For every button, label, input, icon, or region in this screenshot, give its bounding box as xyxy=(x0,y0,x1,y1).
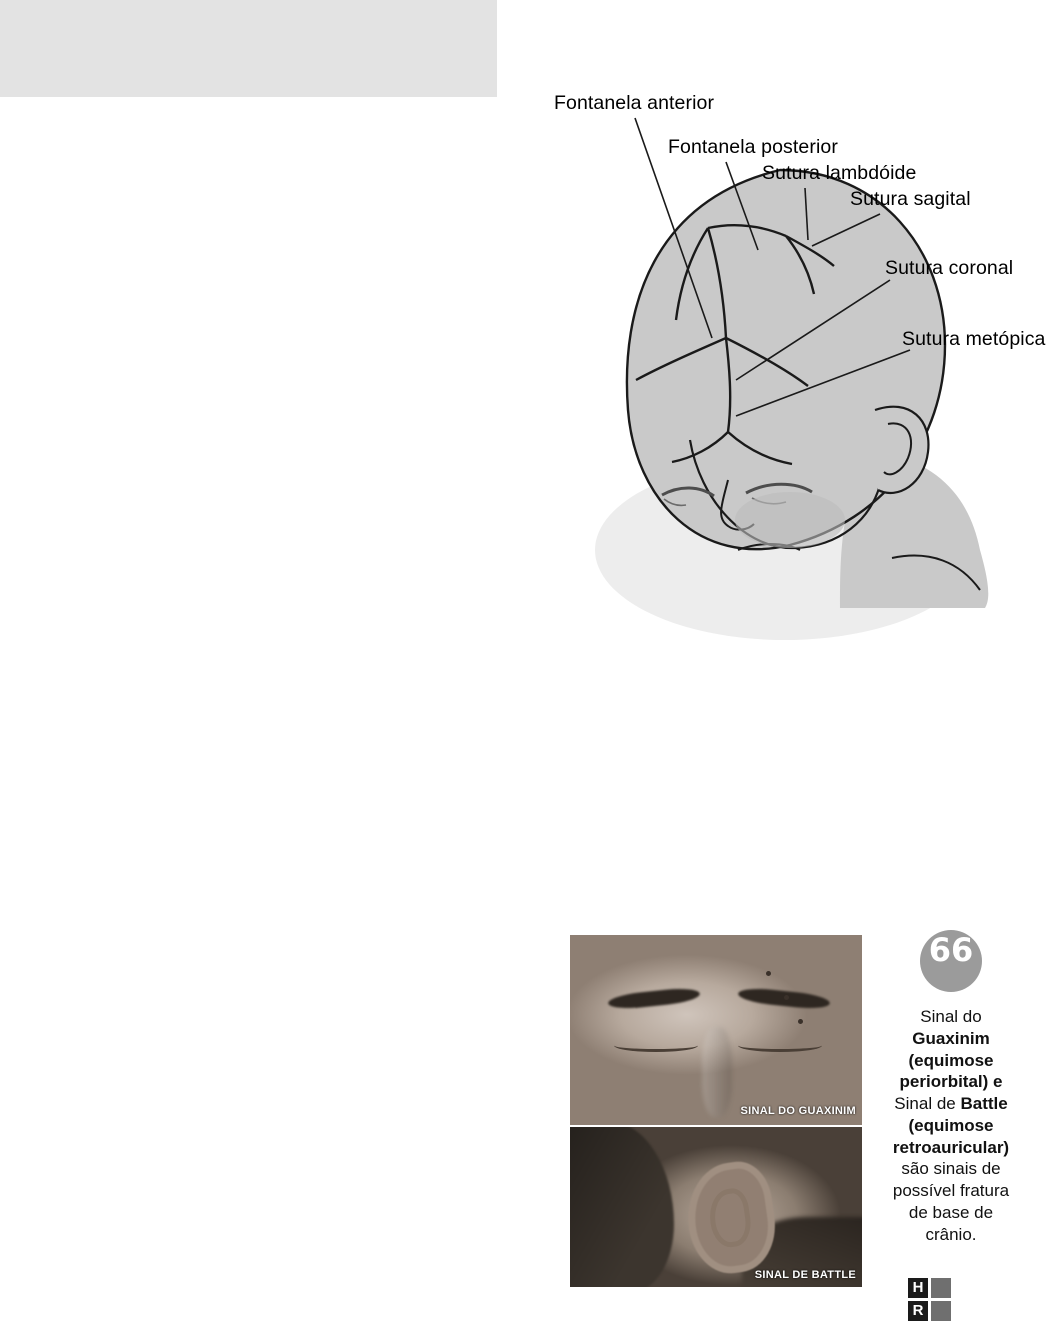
nose-shading xyxy=(702,1027,732,1117)
note-line-4: periorbital) e xyxy=(899,1072,1003,1092)
eye-right-closed xyxy=(738,1039,822,1052)
note-line-10: de base de xyxy=(908,1202,994,1222)
eyebrow-left xyxy=(607,986,700,1011)
note-line-1: Sinal do xyxy=(920,1007,982,1026)
caption-battle: SINAL DE BATTLE xyxy=(754,1269,856,1281)
note-line-3: (equimose xyxy=(908,1050,994,1070)
quote-glyph: 66 xyxy=(928,931,974,969)
publisher-logo xyxy=(908,1278,952,1322)
note-text xyxy=(872,1006,1030,1245)
header-grey-band xyxy=(0,0,497,97)
logo-letter-r: R xyxy=(908,1301,928,1321)
note-line-9: possível fratura xyxy=(892,1181,1010,1200)
logo-letter-h: H xyxy=(908,1278,928,1298)
label-fontanela-posterior: Fontanela posterior xyxy=(668,136,838,158)
label-sutura-metopica: Sutura metópica xyxy=(902,328,1046,350)
skin-mark xyxy=(766,971,771,976)
infant-skull-figure xyxy=(540,80,1050,640)
note-line-6: (equimose xyxy=(908,1115,994,1135)
note-line-2: Guaxinim xyxy=(912,1028,990,1048)
label-sutura-sagital: Sutura sagital xyxy=(850,188,971,210)
note-line-8: são sinais de xyxy=(901,1159,1001,1179)
skin-mark xyxy=(798,1019,803,1024)
photo-sinal-de-battle xyxy=(570,1127,862,1287)
note-line-5: Sinal de xyxy=(894,1094,961,1113)
side-note xyxy=(872,930,1030,1245)
clinical-photos xyxy=(570,935,862,1287)
label-fontanela-anterior: Fontanela anterior xyxy=(554,92,715,114)
skin-mark xyxy=(784,995,789,1000)
photo-sinal-do-guaxinim xyxy=(570,935,862,1125)
label-sutura-coronal: Sutura coronal xyxy=(885,257,1014,279)
label-sutura-lambdoide: Sutura lambdóide xyxy=(762,162,917,184)
note-line-7: retroauricular) xyxy=(892,1137,1010,1157)
logo-block-top-right xyxy=(931,1278,951,1298)
quote-icon xyxy=(920,930,982,992)
note-line-5b: Battle xyxy=(960,1094,1008,1113)
caption-guaxinim: SINAL DO GUAXINIM xyxy=(740,1105,856,1117)
hair-region xyxy=(570,1127,674,1287)
eye-left-closed xyxy=(614,1039,698,1052)
logo-block-bottom-right xyxy=(931,1301,951,1321)
note-line-11: crânio. xyxy=(925,1224,977,1244)
